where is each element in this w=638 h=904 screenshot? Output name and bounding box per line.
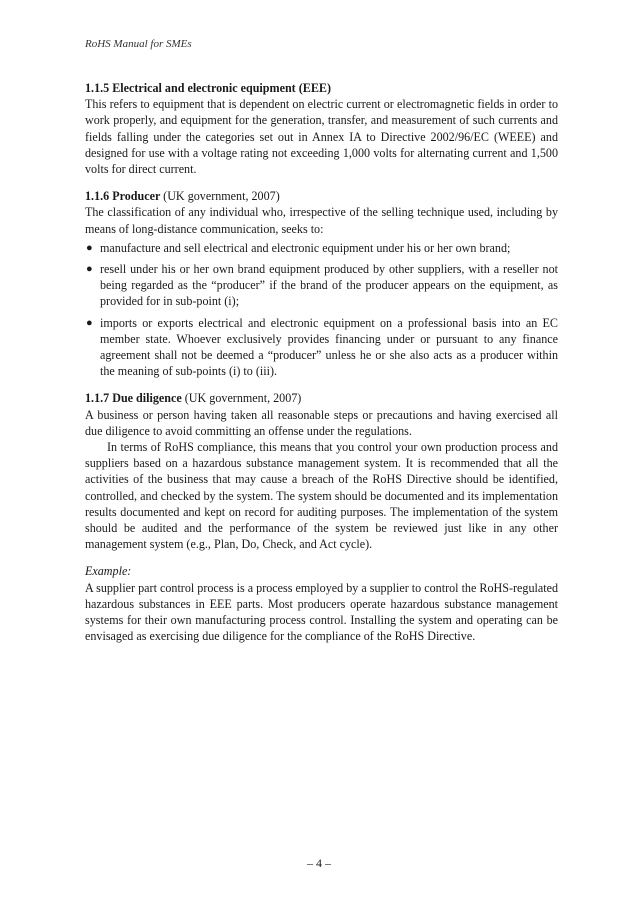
section-body-due-diligence-1: A business or person having taken all reasonable steps or precautions and having exercised all due diligence to avoid committing an offense under the regulations. — [85, 407, 558, 438]
bullet-icon: ● — [86, 316, 93, 329]
list-item — [85, 315, 558, 380]
example-body: A supplier part control process is a process employed by a supplier to control the RoHS-regulated hazardous substances in EEE parts. Most producers operate hazardous substance management systems for their own manufacturing process control. Installing the system and operating can be envisaged as exercising due diligence for the compliance of the RoHS Directive. — [85, 580, 558, 644]
document-body — [85, 80, 558, 656]
bullet-icon: ● — [86, 263, 93, 276]
list-item-text: imports or exports electrical and electronic equipment on a professional basis into an EC member state. Whoever exclusively provides financing under or pursuant to any finance agreement shall not be deemed a “producer” unless he or she also acts as a producer within the meaning of sub-points (i) to (iii). — [100, 315, 558, 379]
heading-reference: (UK government, 2007) — [184, 391, 302, 406]
section-heading-due-diligence — [85, 390, 558, 406]
section-body-eee: This refers to equipment that is dependent on electric current or electromagnetic fields in order to work properly, and equipment for the generation, transfer, and measurement of such currents and fields falling under the categories set out in Annex IA to Directive 2002/96/EC (WEEE) and designed for use with a voltage rating not exceeding 1,000 volts for alternating current and 1,500 volts for direct current. — [85, 97, 558, 177]
example-label: Example: — [85, 564, 132, 579]
section-heading-producer — [85, 188, 558, 204]
list-item-text: resell under his or her own brand equipment produced by other suppliers, with a reseller not being regarded as the “producer” if the brand of the producer appears on the equipment, as provided for in sub-point (i); — [100, 262, 558, 309]
section-body-producer: The classification of any individual who, irrespective of the selling technique used, including by means of long-distance communication, seeks to: — [85, 205, 558, 236]
section-due-diligence — [85, 390, 558, 552]
heading-reference: (UK government, 2007) — [163, 189, 280, 204]
page-number: – 4 – — [307, 856, 331, 870]
list-item-text: manufacture and sell electrical and electronic equipment under his or her own brand; — [100, 240, 511, 255]
bullet-icon: ● — [86, 241, 93, 254]
list-item — [85, 261, 558, 310]
heading-title: 1.1.6 Producer — [85, 189, 161, 204]
list-item — [85, 240, 558, 256]
running-header: RoHS Manual for SMEs — [85, 38, 192, 50]
section-example — [85, 563, 558, 644]
section-heading-eee: 1.1.5 Electrical and electronic equipment (EEE) — [85, 81, 331, 95]
heading-title: 1.1.7 Due diligence — [85, 391, 182, 406]
producer-bullet-list — [85, 240, 558, 380]
section-body-due-diligence-2: In terms of RoHS compliance, this means that you control your own production process and suppliers based on a hazardous substance management system. It is recommended that all the activities of the business that may cause a breach of the RoHS Directive should be identified, controlled, and checked by the system. The system should be documented and its implementation results documented and kept on record for auditing purposes. The implementation of the system should be audited and the performance of the system be reviewed just like in any other management system (e.g., Plan, Do, Check, and Act cycle). — [85, 440, 558, 552]
section-producer — [85, 188, 558, 379]
section-eee — [85, 80, 558, 177]
